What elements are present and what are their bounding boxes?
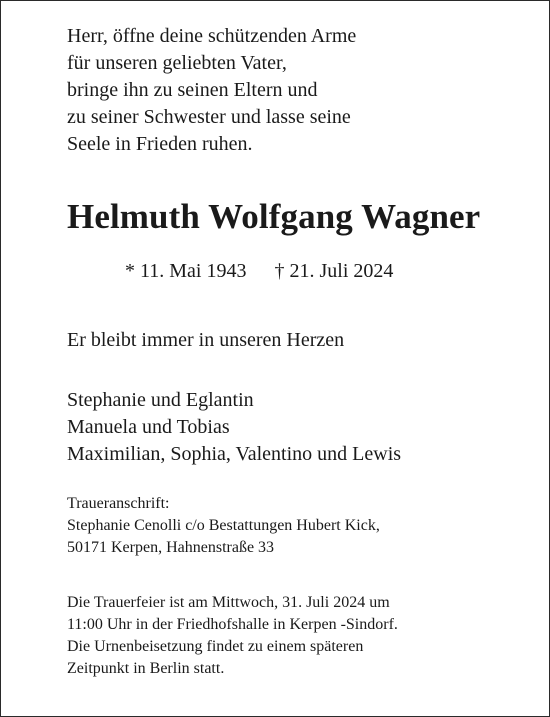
verse-line: Seele in Frieden ruhen.: [67, 133, 253, 155]
verse-block: [67, 23, 356, 158]
verse-line: bringe ihn zu seinen Eltern und: [67, 79, 318, 101]
notice-line: 11:00 Uhr in der Friedhofshalle in Kerpen -Sindorf.: [67, 616, 398, 633]
family-line: Stephanie und Eglantin: [67, 389, 254, 411]
mourning-address: [67, 493, 380, 559]
notice-line: Die Trauerfeier ist am Mittwoch, 31. Juli 2024 um: [67, 594, 390, 611]
life-dates: [125, 260, 393, 283]
address-line: 50171 Kerpen, Hahnenstraße 33: [67, 539, 275, 556]
family-line: Manuela und Tobias: [67, 416, 230, 438]
family-list: [67, 387, 401, 468]
notice-line: Die Urnenbeisetzung findet zu einem späteren: [67, 638, 364, 655]
verse-line: für unseren geliebten Vater,: [67, 52, 287, 74]
death-date: † 21. Juli 2024: [274, 260, 394, 282]
funeral-notice: [67, 592, 398, 680]
family-line: Maximilian, Sophia, Valentino und Lewis: [67, 443, 402, 465]
memorial-motto: Er bleibt immer in unseren Herzen: [67, 329, 345, 351]
deceased-name: Helmuth Wolfgang Wagner: [67, 197, 481, 236]
birth-date: * 11. Mai 1943: [125, 260, 247, 282]
verse-line: zu seiner Schwester und lasse seine: [67, 106, 351, 128]
verse-line: Herr, öffne deine schützenden Arme: [67, 25, 357, 47]
address-label: Traueranschrift:: [67, 495, 170, 512]
notice-line: Zeitpunkt in Berlin statt.: [67, 660, 225, 677]
address-line: Stephanie Cenolli c/o Bestattungen Hubert Kick,: [67, 517, 380, 534]
